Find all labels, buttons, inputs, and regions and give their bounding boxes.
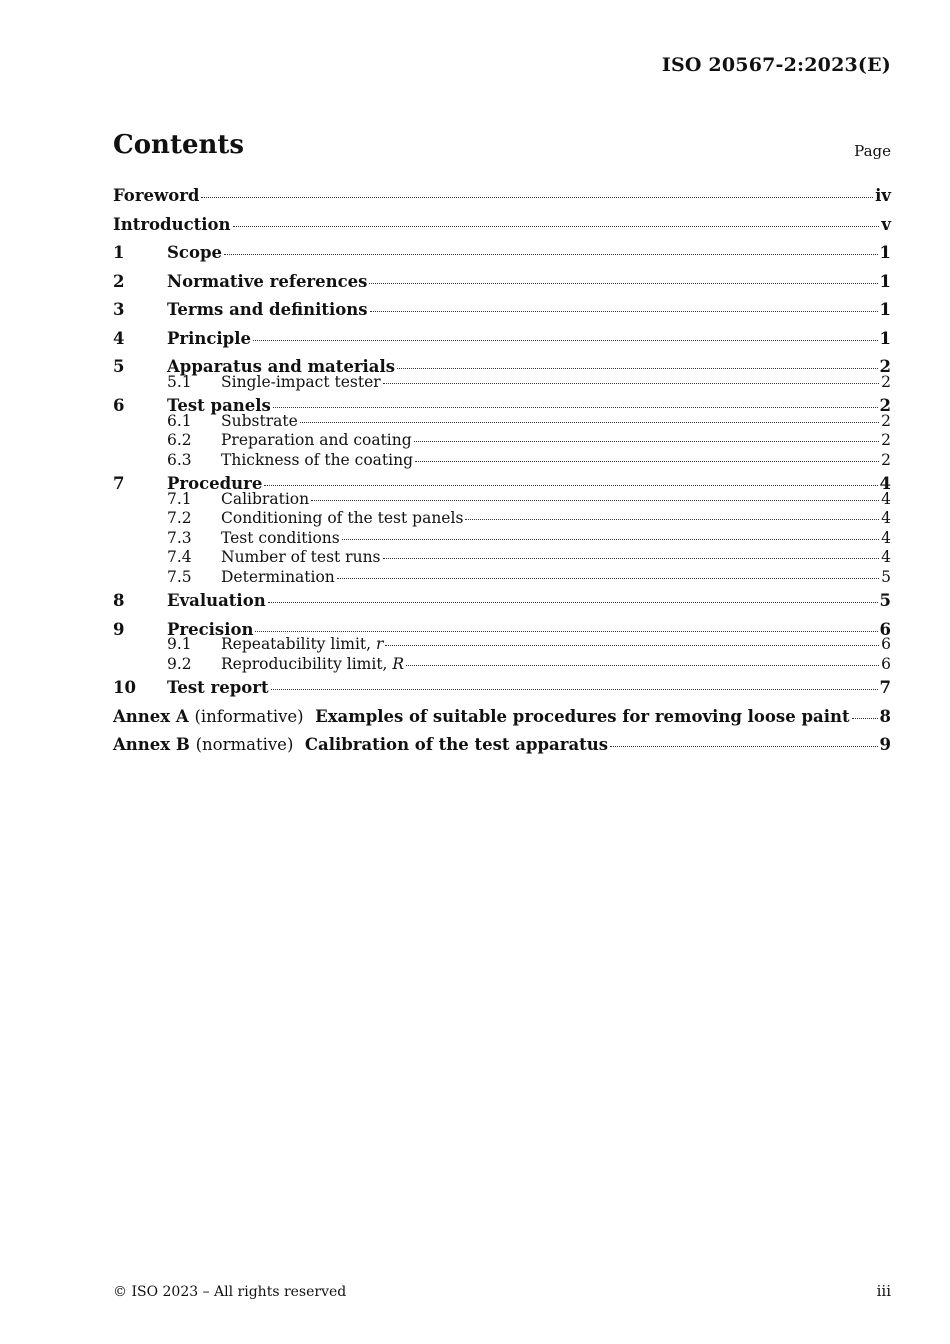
toc-entry-evaluation[interactable] — [113, 587, 891, 616]
toc-page: 5 — [879, 591, 891, 610]
toc-title: Test panels — [167, 396, 271, 415]
toc-number: 1 — [113, 243, 125, 262]
symbol-R: R — [392, 654, 405, 673]
toc-entry-conditioning[interactable] — [113, 509, 891, 529]
toc-title: Principle — [167, 328, 251, 348]
toc-entry-coating-thickness[interactable] — [113, 451, 891, 471]
toc-page: 2 — [881, 431, 891, 449]
toc-entry-repeatability[interactable] — [113, 635, 891, 655]
toc-page: 6 — [879, 619, 891, 639]
annex-type: (informative) — [194, 706, 304, 726]
toc-title: Procedure — [167, 474, 263, 493]
leader-dots — [383, 557, 880, 559]
toc-number: 7.2 — [167, 509, 192, 527]
annex-title: Calibration of the test apparatus — [304, 735, 609, 754]
toc-title-text: Repeatability limit, — [221, 635, 377, 653]
toc-page: 1 — [879, 300, 891, 319]
toc-page: 1 — [879, 271, 891, 291]
toc-entry-test-conditions[interactable] — [113, 529, 891, 549]
page-number: iii — [876, 1282, 891, 1300]
toc-title: Substrate — [221, 411, 298, 430]
toc-number: 7 — [113, 474, 125, 493]
leader-dots — [414, 440, 879, 442]
toc-page: 4 — [879, 474, 891, 493]
toc-page: 2 — [879, 357, 891, 376]
toc-page: 6 — [881, 635, 891, 653]
page-column-label: Page — [854, 142, 891, 160]
toc-page: 1 — [879, 243, 891, 262]
toc-page: 4 — [881, 509, 891, 527]
toc-title: Number of test runs — [221, 548, 381, 566]
leader-dots — [610, 745, 877, 747]
toc-number: 6.3 — [167, 450, 192, 469]
document-id: ISO 20567-2:2023(E) — [661, 54, 891, 76]
toc-entry-normative-references[interactable] — [113, 268, 891, 297]
toc-page: 4 — [881, 489, 891, 508]
toc-title — [221, 635, 383, 655]
table-of-contents — [113, 182, 891, 760]
leader-dots — [300, 421, 879, 423]
toc-number: 9 — [113, 619, 125, 639]
leader-dots — [465, 518, 879, 520]
toc-page: 7 — [879, 678, 891, 697]
toc-title: Preparation and coating — [221, 431, 412, 449]
toc-entry-introduction[interactable] — [113, 211, 891, 240]
toc-entry-substrate[interactable] — [113, 412, 891, 432]
toc-number: 6.1 — [167, 411, 192, 430]
leader-dots — [224, 253, 878, 255]
toc-number: 9.1 — [167, 635, 192, 653]
leader-dots — [415, 460, 879, 462]
leader-dots — [370, 310, 878, 312]
toc-title: Foreword — [113, 186, 200, 205]
toc-title — [221, 655, 404, 675]
toc-page: 9 — [879, 735, 891, 754]
toc-entry-test-runs[interactable] — [113, 548, 891, 568]
leader-dots — [397, 367, 877, 369]
toc-title — [113, 703, 850, 732]
toc-page: 2 — [881, 450, 891, 469]
toc-number: 7.4 — [167, 548, 192, 566]
leader-dots — [369, 282, 877, 284]
toc-page: iv — [875, 186, 891, 205]
toc-page: 6 — [881, 654, 891, 673]
copyright-notice: © ISO 2023 – All rights reserved — [113, 1284, 347, 1300]
toc-entry-preparation-coating[interactable] — [113, 431, 891, 451]
contents-heading: Contents — [113, 130, 245, 160]
toc-title: Scope — [167, 243, 223, 262]
toc-title: Test conditions — [221, 528, 340, 547]
toc-number: 4 — [113, 328, 125, 348]
toc-number: 7.3 — [167, 528, 192, 547]
toc-number: 10 — [113, 678, 136, 697]
toc-page: 8 — [879, 706, 891, 726]
toc-number: 5 — [113, 357, 125, 376]
leader-dots — [342, 538, 879, 540]
toc-entry-calibration[interactable] — [113, 490, 891, 510]
annex-type: (normative) — [195, 735, 294, 754]
toc-entry-foreword[interactable] — [113, 182, 891, 211]
toc-page: 4 — [881, 528, 891, 547]
toc-entry-principle[interactable] — [113, 325, 891, 354]
toc-entry-reproducibility[interactable] — [113, 655, 891, 675]
toc-entry-determination[interactable] — [113, 568, 891, 588]
toc-title: Terms and definitions — [167, 300, 368, 319]
toc-number: 6.2 — [167, 431, 192, 449]
leader-dots — [201, 196, 873, 198]
toc-title: Apparatus and materials — [167, 357, 396, 376]
toc-number: 8 — [113, 591, 125, 610]
toc-title: Conditioning of the test panels — [221, 509, 464, 527]
toc-page: 4 — [881, 548, 891, 566]
toc-entry-scope[interactable] — [113, 239, 891, 268]
toc-page: 2 — [881, 372, 891, 391]
toc-entry-annex-a[interactable] — [113, 703, 891, 732]
toc-title: Single-impact tester — [221, 372, 381, 391]
leader-dots — [264, 484, 877, 486]
toc-number: 3 — [113, 300, 125, 319]
toc-entry-terms-definitions[interactable] — [113, 296, 891, 325]
toc-page: v — [881, 214, 891, 234]
toc-title: Precision — [167, 619, 254, 639]
leader-dots — [268, 601, 878, 603]
leader-dots — [852, 717, 878, 719]
leader-dots — [385, 644, 879, 646]
leader-dots — [253, 339, 878, 341]
leader-dots — [255, 630, 877, 632]
toc-title: Introduction — [113, 214, 231, 234]
toc-page: 2 — [879, 396, 891, 415]
leader-dots — [273, 406, 878, 408]
toc-title: Determination — [221, 567, 335, 586]
toc-entry-annex-b[interactable] — [113, 731, 891, 760]
annex-title: Examples of suitable procedures for removing loose paint — [315, 706, 850, 726]
annex-label: Annex A — [113, 706, 189, 726]
toc-entry-test-report[interactable] — [113, 674, 891, 703]
toc-page: 5 — [881, 567, 891, 586]
toc-title: Test report — [167, 678, 269, 697]
toc-number: 6 — [113, 396, 125, 415]
leader-dots — [311, 499, 879, 501]
toc-number: 9.2 — [167, 654, 192, 673]
toc-title — [113, 731, 608, 760]
toc-number: 5.1 — [167, 372, 192, 391]
toc-page: 1 — [879, 328, 891, 348]
leader-dots — [337, 577, 879, 579]
leader-dots — [233, 225, 880, 227]
toc-entry-single-impact-tester[interactable] — [113, 373, 891, 393]
toc-number: 7.1 — [167, 489, 192, 508]
toc-page: 2 — [881, 411, 891, 430]
annex-label: Annex B — [113, 735, 190, 754]
symbol-r: r — [376, 635, 384, 653]
leader-dots — [406, 664, 879, 666]
toc-title: Calibration — [221, 489, 310, 508]
toc-title: Evaluation — [167, 591, 266, 610]
toc-title-text: Reproducibility limit, — [221, 654, 393, 673]
toc-number: 7.5 — [167, 567, 192, 586]
leader-dots — [271, 688, 878, 690]
toc-title: Thickness of the coating — [221, 450, 413, 469]
toc-title: Normative references — [167, 271, 368, 291]
toc-number: 2 — [113, 271, 125, 291]
leader-dots — [383, 382, 879, 384]
